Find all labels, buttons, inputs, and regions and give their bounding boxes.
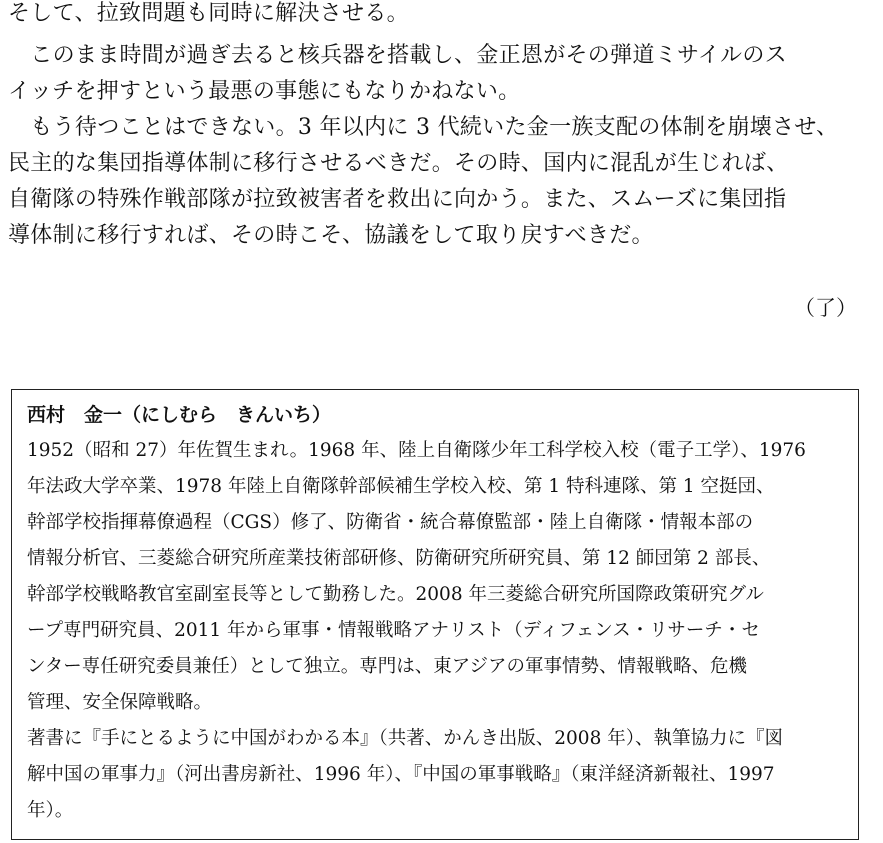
bio-line: 年）。	[27, 800, 74, 821]
author-profile-box	[11, 389, 859, 840]
bio-line: 解中国の軍事力』（河出書房新社、1996 年）、『中国の軍事戦略』（東洋経済新報社、1997	[27, 764, 775, 785]
article-line: 導体制に移行すれば、その時こそ、協議をして取り戻すべきだ。	[8, 223, 654, 248]
bio-line: 著書に『手にとるように中国がわかる本』（共著、かんき出版、2008 年）、執筆協力に『図	[27, 728, 783, 749]
bio-line: 年法政大学卒業、1978 年陸上自衛隊幹部候補生学校入校、第 1 特科連隊、第 1 空挺団、	[27, 476, 775, 497]
article-line: このまま時間が過ぎ去ると核兵器を搭載し、金正恩がその弾道ミサイルのス	[8, 43, 787, 68]
article-line: イッチを押すという最悪の事態にもなりかねない。	[8, 79, 521, 104]
bio-line: 幹部学校戦略教官室副室長等として勤務した。2008 年三菱総合研究所国際政策研究グル	[27, 584, 764, 605]
bio-line: ンター専任研究委員兼任）として独立。専門は、東アジアの軍事情勢、情報戦略、危機	[27, 656, 748, 677]
article-line: 民主的な集団指導体制に移行させるべきだ。その時、国内に混乱が生じれば、	[8, 151, 789, 176]
bio-line: 情報分析官、三菱総合研究所産業技術部研修、防衛研究所研究員、第 12 師団第 2 部長、	[27, 548, 771, 569]
author-name: 西村 金一（にしむら きんいち）	[27, 404, 332, 426]
bio-line: 管理、安全保障戦略。	[27, 692, 213, 713]
article-line: そして、拉致問題も同時に解決させる。	[8, 1, 409, 26]
bio-line: 1952（昭和 27）年佐賀生まれ。1968 年、陸上自衛隊少年工科学校入校（電子工学）、1976	[27, 440, 806, 461]
end-mark: （了）	[794, 296, 857, 320]
article-line: 自衛隊の特殊作戦部隊が拉致被害者を救出に向かう。また、スムーズに集団指	[8, 187, 787, 212]
article-line: もう待つことはできない。3 年以内に 3 代続いた金一族支配の体制を崩壊させ、	[8, 115, 839, 140]
bio-line: ープ専門研究員、2011 年から軍事・情報戦略アナリスト（ディフェンス・リサーチ・セ	[27, 620, 760, 641]
bio-line: 幹部学校指揮幕僚過程（CGS）修了、防衛省・統合幕僚監部・陸上自衛隊・情報本部の	[27, 512, 754, 533]
